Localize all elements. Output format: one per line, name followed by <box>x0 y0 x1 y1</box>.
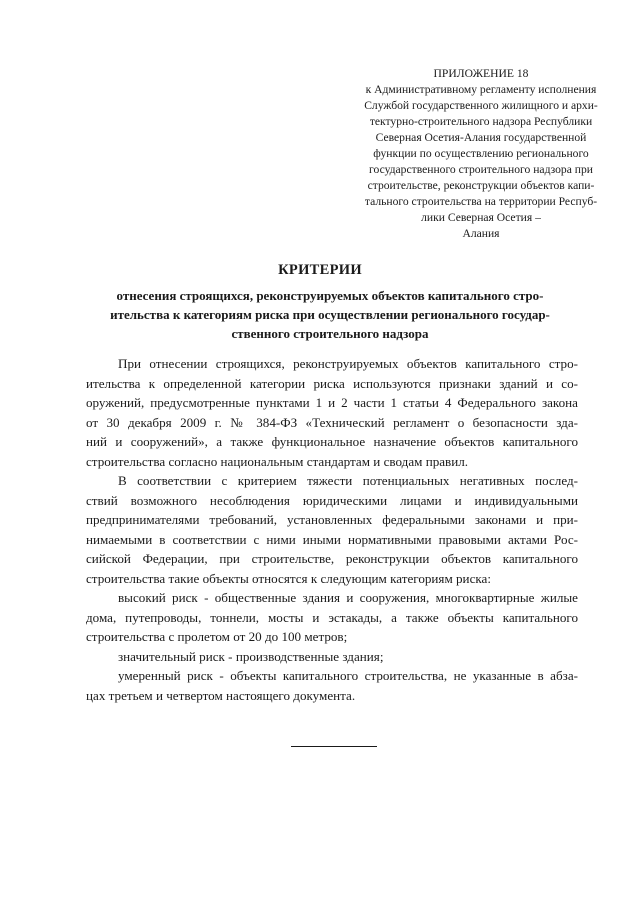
text-line: ительства к определенной категории риска используются признаки зданий и со- <box>86 375 578 391</box>
paragraph-significant-risk <box>86 647 578 667</box>
document-body <box>86 354 578 705</box>
document-title: КРИТЕРИИ <box>278 262 362 278</box>
subtitle-line: ственного строительного надзора <box>231 326 429 341</box>
text-line: строительства такие объекты относятся к следующим категориям риска: <box>86 570 491 586</box>
appendix-line: функции по осуществлению регионального <box>373 147 589 160</box>
text-line: ствий возможного несоблюдения юридическими лицами и индивидуальными <box>86 492 578 508</box>
appendix-line: к Административному регламенту исполнения <box>365 83 597 96</box>
text-line: от 30 декабря 2009 г. № 384-ФЗ «Технический регламент о безопасности зда- <box>86 414 578 430</box>
appendix-line: тектурно-строительного надзора Республики <box>369 115 593 128</box>
appendix-line: тального строительства на территории Респуб- <box>364 195 598 208</box>
appendix-line: Алания <box>462 227 500 240</box>
appendix-line: строительстве, реконструкции объектов капи- <box>367 179 595 192</box>
closing-separator-line <box>291 746 377 747</box>
paragraph-risk-criteria-basis <box>86 354 578 471</box>
text-line: высокий риск - общественные здания и сооружения, многоквартирные жилые <box>118 590 578 605</box>
appendix-line: Северная Осетия-Алания государственной <box>375 131 587 144</box>
document-subtitle <box>60 286 600 343</box>
appendix-block <box>350 66 612 242</box>
appendix-title: ПРИЛОЖЕНИЕ 18 <box>433 67 529 80</box>
paragraph-high-risk <box>86 588 578 647</box>
text-line: значительный риск - производственные здания; <box>118 648 384 664</box>
text-line: нимаемыми в соответствии с ними иными нормативными правовыми актами Рос- <box>86 531 578 547</box>
text-line: оружений, предусмотренные пунктами 1 и 2 части 1 статьи 4 Федерального закона <box>86 395 578 410</box>
text-line: строительства согласно национальным стандартам и сводам правил. <box>86 453 469 469</box>
text-line: В соответствии с критерием тяжести потенциальных негативных послед- <box>118 473 578 488</box>
text-line: строительства с пролетом от 20 до 100 метров; <box>86 629 348 644</box>
appendix-line: лики Северная Осетия – <box>421 211 541 224</box>
subtitle-line: ительства к категориям риска при осуществлении регионального государ- <box>110 307 550 322</box>
text-line: При отнесении строящихся, реконструируемых объектов капитального стро- <box>118 356 578 371</box>
text-line: цах третьем и четвертом настоящего документа. <box>86 687 356 703</box>
subtitle-line: отнесения строящихся, реконструируемых объектов капитального стро- <box>116 288 544 303</box>
paragraph-risk-categories-intro <box>86 471 578 588</box>
text-line: умеренный риск - объекты капитального строительства, не указанные в абза- <box>118 668 578 683</box>
text-line: ний и сооружений», а также функциональное назначение объектов капитального <box>86 434 578 449</box>
text-line: сийской Федерации, при строительстве, реконструкции объектов капитального <box>86 551 578 566</box>
appendix-line: Службой государственного жилищного и архи- <box>364 99 598 112</box>
paragraph-moderate-risk <box>86 666 578 705</box>
text-line: предпринимателями требований, установленных федеральными законами и при- <box>86 512 578 527</box>
text-line: дома, путепроводы, тоннели, мосты и эстакады, а также объекты капитального <box>86 609 578 625</box>
appendix-line: государственного строительного надзора при <box>369 163 593 176</box>
